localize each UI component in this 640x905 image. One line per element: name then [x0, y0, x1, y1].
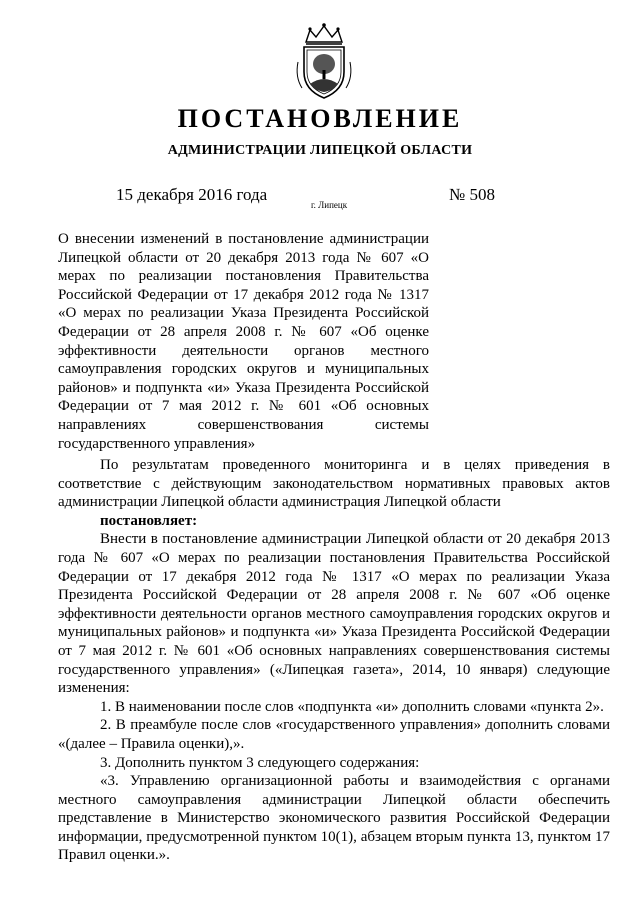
resolves-label: постановляет:	[100, 512, 198, 529]
document-number: № 508	[449, 185, 495, 204]
item-3-paragraph: 3. Дополнить пунктом 3 следующего содержания:	[100, 754, 420, 771]
item-3-text-paragraph: «3. Управлению организационной работы и взаимодействия с органами местного самоуправления администрации Липецкой области обеспечить представление в Министерство экономического развития Российской Федерации информации, предусмотренной пунктом 10(1), абзацем вторым пункта 13, пунктом 17 Правил оценки.».	[58, 773, 610, 864]
document-title: ПОСТАНОВЛЕНИЕ	[177, 104, 463, 133]
issuing-authority: АДМИНИСТРАЦИИ ЛИПЕЦКОЙ ОБЛАСТИ	[167, 143, 473, 158]
document-body	[58, 456, 610, 865]
coat-of-arms-emblem	[294, 22, 354, 100]
item-2-paragraph: 2. В преамбуле после слов «государственного управления» дополнить словами «(далее – Правила оценки),».	[58, 717, 610, 752]
document-city: г. Липецк	[311, 200, 348, 210]
document-heading: О внесении изменений в постановление администрации Липецкой области от 20 декабря 2013 года № 607 «О мерах по реализации постановления Правительства Российской Федерации от 17 декабря 2012 года № 1317 «О мерах по реализации Указа Президента Российской Федерации от 28 апреля 2008 г. № 607 «Об оценке эффективности деятельности органов местного самоуправления городских округов и муниципальных районов» и подпункта «и» Указа Президента Российской Федерации от 7 мая 2012 г. № 601 «Об основных направлениях совершенствования системы государственного управления»	[58, 231, 429, 452]
item-1-paragraph: 1. В наименовании после слов «подпункта «и» дополнить словами «пункта 2».	[100, 698, 604, 715]
preamble-paragraph: По результатам проведенного мониторинга и в целях приведения в соответствие с действующим законодательством нормативных правовых актов администрации Липецкой области администрация Липецкой области	[58, 457, 610, 511]
intro-paragraph: Внести в постановление администрации Липецкой области от 20 декабря 2013 года № 607 «О мерах по реализации постановления Правительства Российской Федерации от 17 декабря 2012 года № 1317 «О мерах по реализации Указа Президента Российской Федерации от 28 апреля 2008 г. № 607 «Об оценке эффективности деятельности органов местного самоуправления городских округов и муниципальных районов» и подпункта «и» Указа Президента Российской Федерации от 7 мая 2012 г. № 601 «Об основных направлениях совершенствования системы государственного управления» («Липецкая газета», 2014, 10 января) следующие изменения:	[58, 531, 610, 697]
document-date: 15 декабря 2016 года	[116, 185, 268, 204]
